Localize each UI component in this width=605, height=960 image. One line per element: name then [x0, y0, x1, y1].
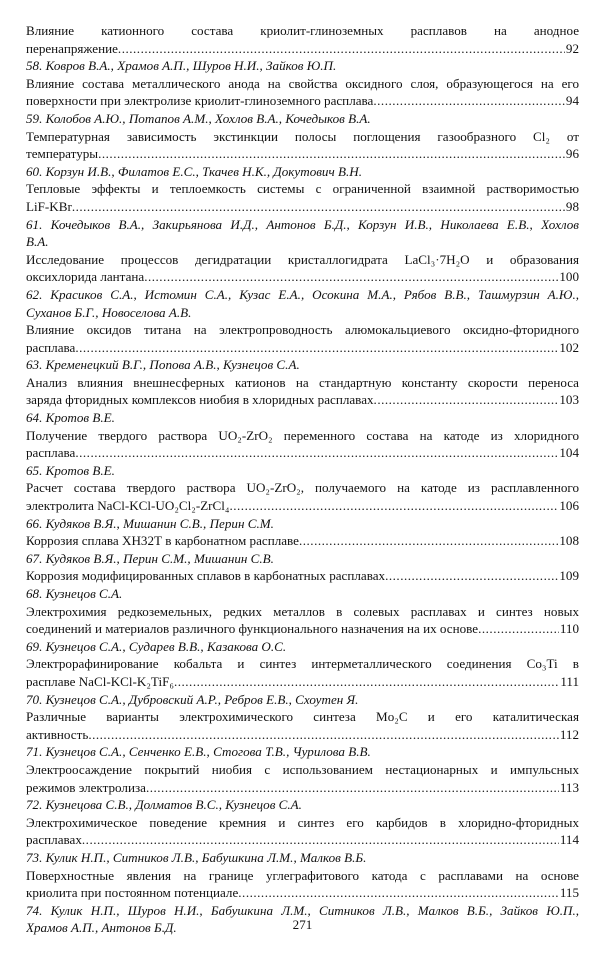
dot-leader [478, 620, 559, 638]
toc-entry-title: Различные варианты электрохимического синтеза Mo₂C и его каталитическая [26, 709, 579, 725]
toc-entry-title: Коррозия модифицированных сплавов в карбонатных расплавах [26, 568, 386, 584]
toc-page-number: 109 [559, 568, 579, 584]
toc-entry-authors: Суханов Б.Г., Новоселова А.В. [26, 304, 192, 320]
dot-leader [98, 145, 565, 163]
dot-leader [75, 339, 558, 357]
toc-entry-title-with-page [26, 831, 579, 849]
toc-entry-title: режимов электролиза [26, 779, 146, 795]
toc-entry-title: Коррозия сплава ХН32Т в карбонатном расплаве [26, 533, 299, 549]
toc-entry-title-with-page [26, 92, 579, 110]
toc-entry-title-with-page [26, 444, 579, 462]
toc-entry-title-with-page [26, 198, 579, 216]
dot-leader [72, 198, 565, 216]
toc-entry-authors: 62. Красиков С.А., Истомин С.А., Кузас Е.А., Осокина М.А., Рябов В.В., Ташмурзин А.Ю., [26, 286, 579, 302]
toc-entry-title: температуры [26, 146, 99, 162]
toc-page-number: 96 [565, 146, 579, 162]
dot-leader [88, 726, 559, 744]
toc-entry-authors: 58. Ковров В.А., Храмов А.П., Шуров Н.И., Зайков Ю.П. [26, 58, 337, 74]
toc-entry-title: Электрорафинирование кобальта и синтез интерметаллического соединения Co₃Ti в [26, 656, 579, 672]
dot-leader [373, 92, 565, 110]
toc-entry-title: электролита NaCl-KCl-UO₂Cl₂-ZrCl₄ [26, 498, 230, 514]
toc-entry-title: перенапряжение [26, 40, 118, 56]
toc-entry-title: расплава [26, 339, 76, 355]
toc-entry-authors: 69. Кузнецов С.А., Сударев В.В., Казакова О.С. [26, 638, 287, 654]
toc-page-number: 111 [560, 673, 579, 689]
toc-entry-title: Электрохимическое поведение кремния и синтез его карбидов в хлоридно-фторидных [26, 814, 579, 830]
toc-entry-title: поверхности при электролизе криолит-глиноземного расплава [26, 93, 374, 109]
toc-entry-title-with-page [26, 145, 579, 163]
table-of-contents [26, 22, 579, 937]
toc-page-number: 94 [565, 93, 579, 109]
toc-entry-title: Температурная зависимость экстинкции полосы поглощения газообразного Cl₂ от [26, 128, 579, 144]
toc-page-number: 106 [559, 498, 579, 514]
dot-leader [229, 497, 558, 515]
toc-entry-authors: 59. Колобов А.Ю., Потапов А.М., Хохлов В.А., Кочедыков В.А. [26, 110, 371, 126]
toc-entry-authors: В.А. [26, 234, 49, 250]
toc-entry-authors: Храмов А.П., Антонов Б.Д. [26, 920, 177, 936]
toc-entry-authors: 60. Корзун И.В., Филатов Е.С., Ткачев Н.К., Докутович В.Н. [26, 163, 362, 179]
toc-page-number: 104 [559, 445, 579, 461]
page-number: 271 [292, 917, 313, 932]
dot-leader [385, 567, 558, 585]
toc-entry-title-with-page [26, 532, 579, 550]
toc-entry-title: Влияние катионного состава криолит-глиноземных расплавов на анодное [26, 23, 579, 38]
dot-leader [374, 391, 559, 409]
toc-entry-title: расплавах [26, 832, 82, 848]
toc-entry-title: LiF-KBr [26, 198, 72, 214]
toc-entry-title-with-page [26, 391, 579, 409]
toc-entry-title: заряда фторидных комплексов ниобия в хлоридных расплавах [26, 392, 374, 408]
toc-entry-title: Электрохимия редкоземельных, редких металлов в солевых расплавах и синтез новых [26, 603, 579, 619]
toc-entry-title: Влияние состава металлического анода на свойства оксидного слоя, образующегося на его [26, 75, 579, 91]
toc-entry-title-with-page [26, 726, 579, 744]
toc-entry-title-with-page [26, 268, 579, 286]
toc-page-number: 98 [565, 198, 579, 214]
toc-entry-authors: 74. Кулик Н.П., Шуров Н.И., Бабушкина Л.М., Ситников Л.В., Малков В.Б., Зайков Ю.П., [26, 902, 579, 918]
toc-entry-title: расплаве NaCl-KCl-K₂TiF₆ [26, 673, 174, 689]
toc-entry-title-with-page [26, 339, 579, 357]
toc-entry-authors: 71. Кузнецов С.А., Сенченко Е.В., Стогова Т.В., Чурилова В.В. [26, 744, 371, 760]
toc-entry-title-with-page [26, 779, 579, 797]
dot-leader [82, 831, 559, 849]
toc-entry-authors: 73. Кулик Н.П., Ситников Л.В., Бабушкина Л.М., Малков В.Б. [26, 849, 367, 865]
toc-entry-title: оксихлорида лантана [26, 269, 145, 285]
dot-leader [238, 884, 559, 902]
toc-page-number: 113 [559, 779, 579, 795]
toc-entry-title-with-page [26, 620, 579, 638]
toc-page-number: 92 [565, 40, 579, 56]
toc-entry-title: Получение твердого раствора UO₂-ZrO₂ переменного состава на катоде из хлоридного [26, 427, 579, 443]
toc-entry-authors: 66. Кудяков В.Я., Мишанин С.В., Перин С.М. [26, 515, 274, 531]
toc-entry-title: Расчет состава твердого раствора UO₂-ZrO₂, получаемого на катоде из расплавленного [26, 480, 579, 496]
toc-entry-title-with-page [26, 673, 579, 691]
dot-leader [299, 532, 558, 550]
toc-entry-title: Исследование процессов дегидратации кристаллогидрата LaCl₃·7H₂O и образования [26, 251, 579, 267]
toc-entry-title: Влияние оксидов титана на электропроводность алюмокальциевого оксидно-фторидного [26, 322, 579, 338]
toc-entry-authors: 70. Кузнецов С.А., Дубровский А.Р., Ребров Е.В., Схоутен Я. [26, 691, 359, 707]
toc-page-number: 102 [559, 339, 579, 355]
toc-entry-title-with-page [26, 40, 579, 58]
dot-leader [146, 779, 559, 797]
toc-page-number: 100 [559, 269, 579, 285]
toc-entry-authors: 67. Кудяков В.Я., Перин С.М., Мишанин С.В. [26, 550, 274, 566]
toc-page-number: 114 [559, 832, 579, 848]
toc-entry-authors: 63. Кременецкий В.Г., Попова А.В., Кузнецов С.А. [26, 357, 300, 373]
toc-entry-title: Поверхностные явления на границе углеграфитового катода с расплавами на основе [26, 867, 579, 883]
toc-entry-title: Электроосаждение покрытий ниобия с использованием нестационарных и импульсных [26, 761, 579, 777]
toc-entry-title: Анализ влияния внешнесферных катионов на стандартную константу скорости переноса [26, 374, 579, 390]
toc-page-number: 110 [559, 621, 579, 637]
toc-entry-authors: 68. Кузнецов С.А. [26, 586, 123, 601]
toc-page-number: 108 [559, 533, 579, 549]
toc-entry-title: активность [26, 726, 89, 742]
dot-leader [144, 268, 558, 286]
toc-page-number: 112 [559, 726, 579, 742]
toc-entry-title: Тепловые эффекты и теплоемкость системы с ограниченной взаимной растворимостью [26, 181, 579, 197]
toc-entry-title: расплава [26, 445, 76, 461]
toc-entry-authors: 65. Кротов В.Е. [26, 462, 115, 478]
toc-entry-title-with-page [26, 567, 579, 585]
toc-entry-title-with-page [26, 497, 579, 515]
dot-leader [174, 673, 559, 691]
dot-leader [75, 444, 558, 462]
toc-entry-title-with-page [26, 884, 579, 902]
toc-entry-authors: 72. Кузнецова С.В., Долматов В.С., Кузнецов С.А. [26, 797, 302, 813]
dot-leader [118, 40, 565, 58]
toc-page-number: 115 [559, 885, 579, 901]
toc-page-number: 103 [559, 392, 579, 408]
toc-entry-authors: 64. Кротов В.Е. [26, 410, 115, 426]
toc-entry-authors: 61. Кочедыков В.А., Закирьянова И.Д., Антонов Б.Д., Корзун И.В., Николаева Е.В., Хохлов [26, 216, 579, 232]
toc-entry-title: соединений и материалов различного функционального назначения на их основе [26, 621, 479, 637]
toc-entry-title: криолита при постоянном потенциале [26, 885, 239, 901]
